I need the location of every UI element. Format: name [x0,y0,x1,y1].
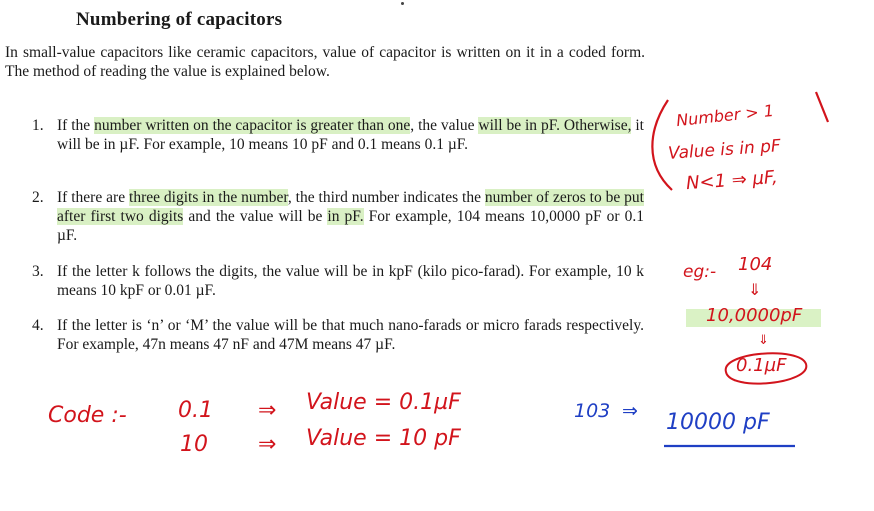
blue-value: 10000 pF [666,410,770,435]
highlighted-text: will be in pF. Otherwise, [478,117,632,134]
intro-paragraph: In small-value capacitors like ceramic capacitors, value of capacitor is written on it in a coded form. The method of reading the value is explained below. [5,44,645,80]
margin-note-line3: N<1 ⇒ µF, [685,166,779,195]
code-example-b-value: Value = 10 pF [306,426,461,451]
highlighted-text: number written on the capacitor is greater than one [94,117,411,134]
list-number: 1. [32,117,44,134]
code-example-a-value: Value = 0.1µF [306,390,461,415]
right-arrow-icon: ⇒ [258,432,277,457]
list-number: 4. [32,317,44,334]
blue-code: 103 [574,400,611,422]
margin-slash [816,92,828,122]
list-number: 3. [32,263,44,280]
highlighted-text: three digits in the number [129,189,288,206]
list-text: If the number written on the capacitor is greater than one, the value will be in pF. Otherwise, it will be in µF. For example, 10 means 10 pF and 0.1 means 0.1 µF. [57,117,644,153]
example-label: eg:- [683,262,717,282]
example-expanded: 10,0000pF [706,305,803,326]
section-heading: Numbering of capacitors [76,9,283,30]
code-label: Code :- [48,403,127,428]
list-text: If the letter k follows the digits, the value will be in kpF (kilo pico-farad). For example, 10 k means 10 kpF or 0.01 µF. [57,263,644,299]
example-result: 0.1µF [736,355,787,376]
code-example-a: 0.1 [178,398,213,423]
down-arrow-icon: ⇓ [758,333,769,348]
highlighted-text: in pF. [327,208,364,225]
example-code: 104 [738,254,773,275]
margin-note-line2: Value is in pF [667,136,782,164]
highlighted-text: number of zeros to be put after first two digits [57,189,644,225]
code-example-b: 10 [180,432,208,457]
margin-note-line1: Number > 1 [675,100,775,131]
down-arrow-icon: ⇓ [748,280,762,299]
list-text: If there are three digits in the number, the third number indicates the number of zeros to be put after first two digits and the value will be in pF. For example, 104 means 10,0000 pF or 0.1 µF. [57,189,645,244]
right-arrow-icon: ⇒ [622,400,638,422]
list-number: 2. [32,189,44,206]
right-arrow-icon: ⇒ [258,398,277,423]
list-text: If the letter is ‘n’ or ‘M’ the value will be that much nano-farads or micro farads respectively. For example, 47n means 47 nF and 47M means 47 µF. [57,317,644,353]
